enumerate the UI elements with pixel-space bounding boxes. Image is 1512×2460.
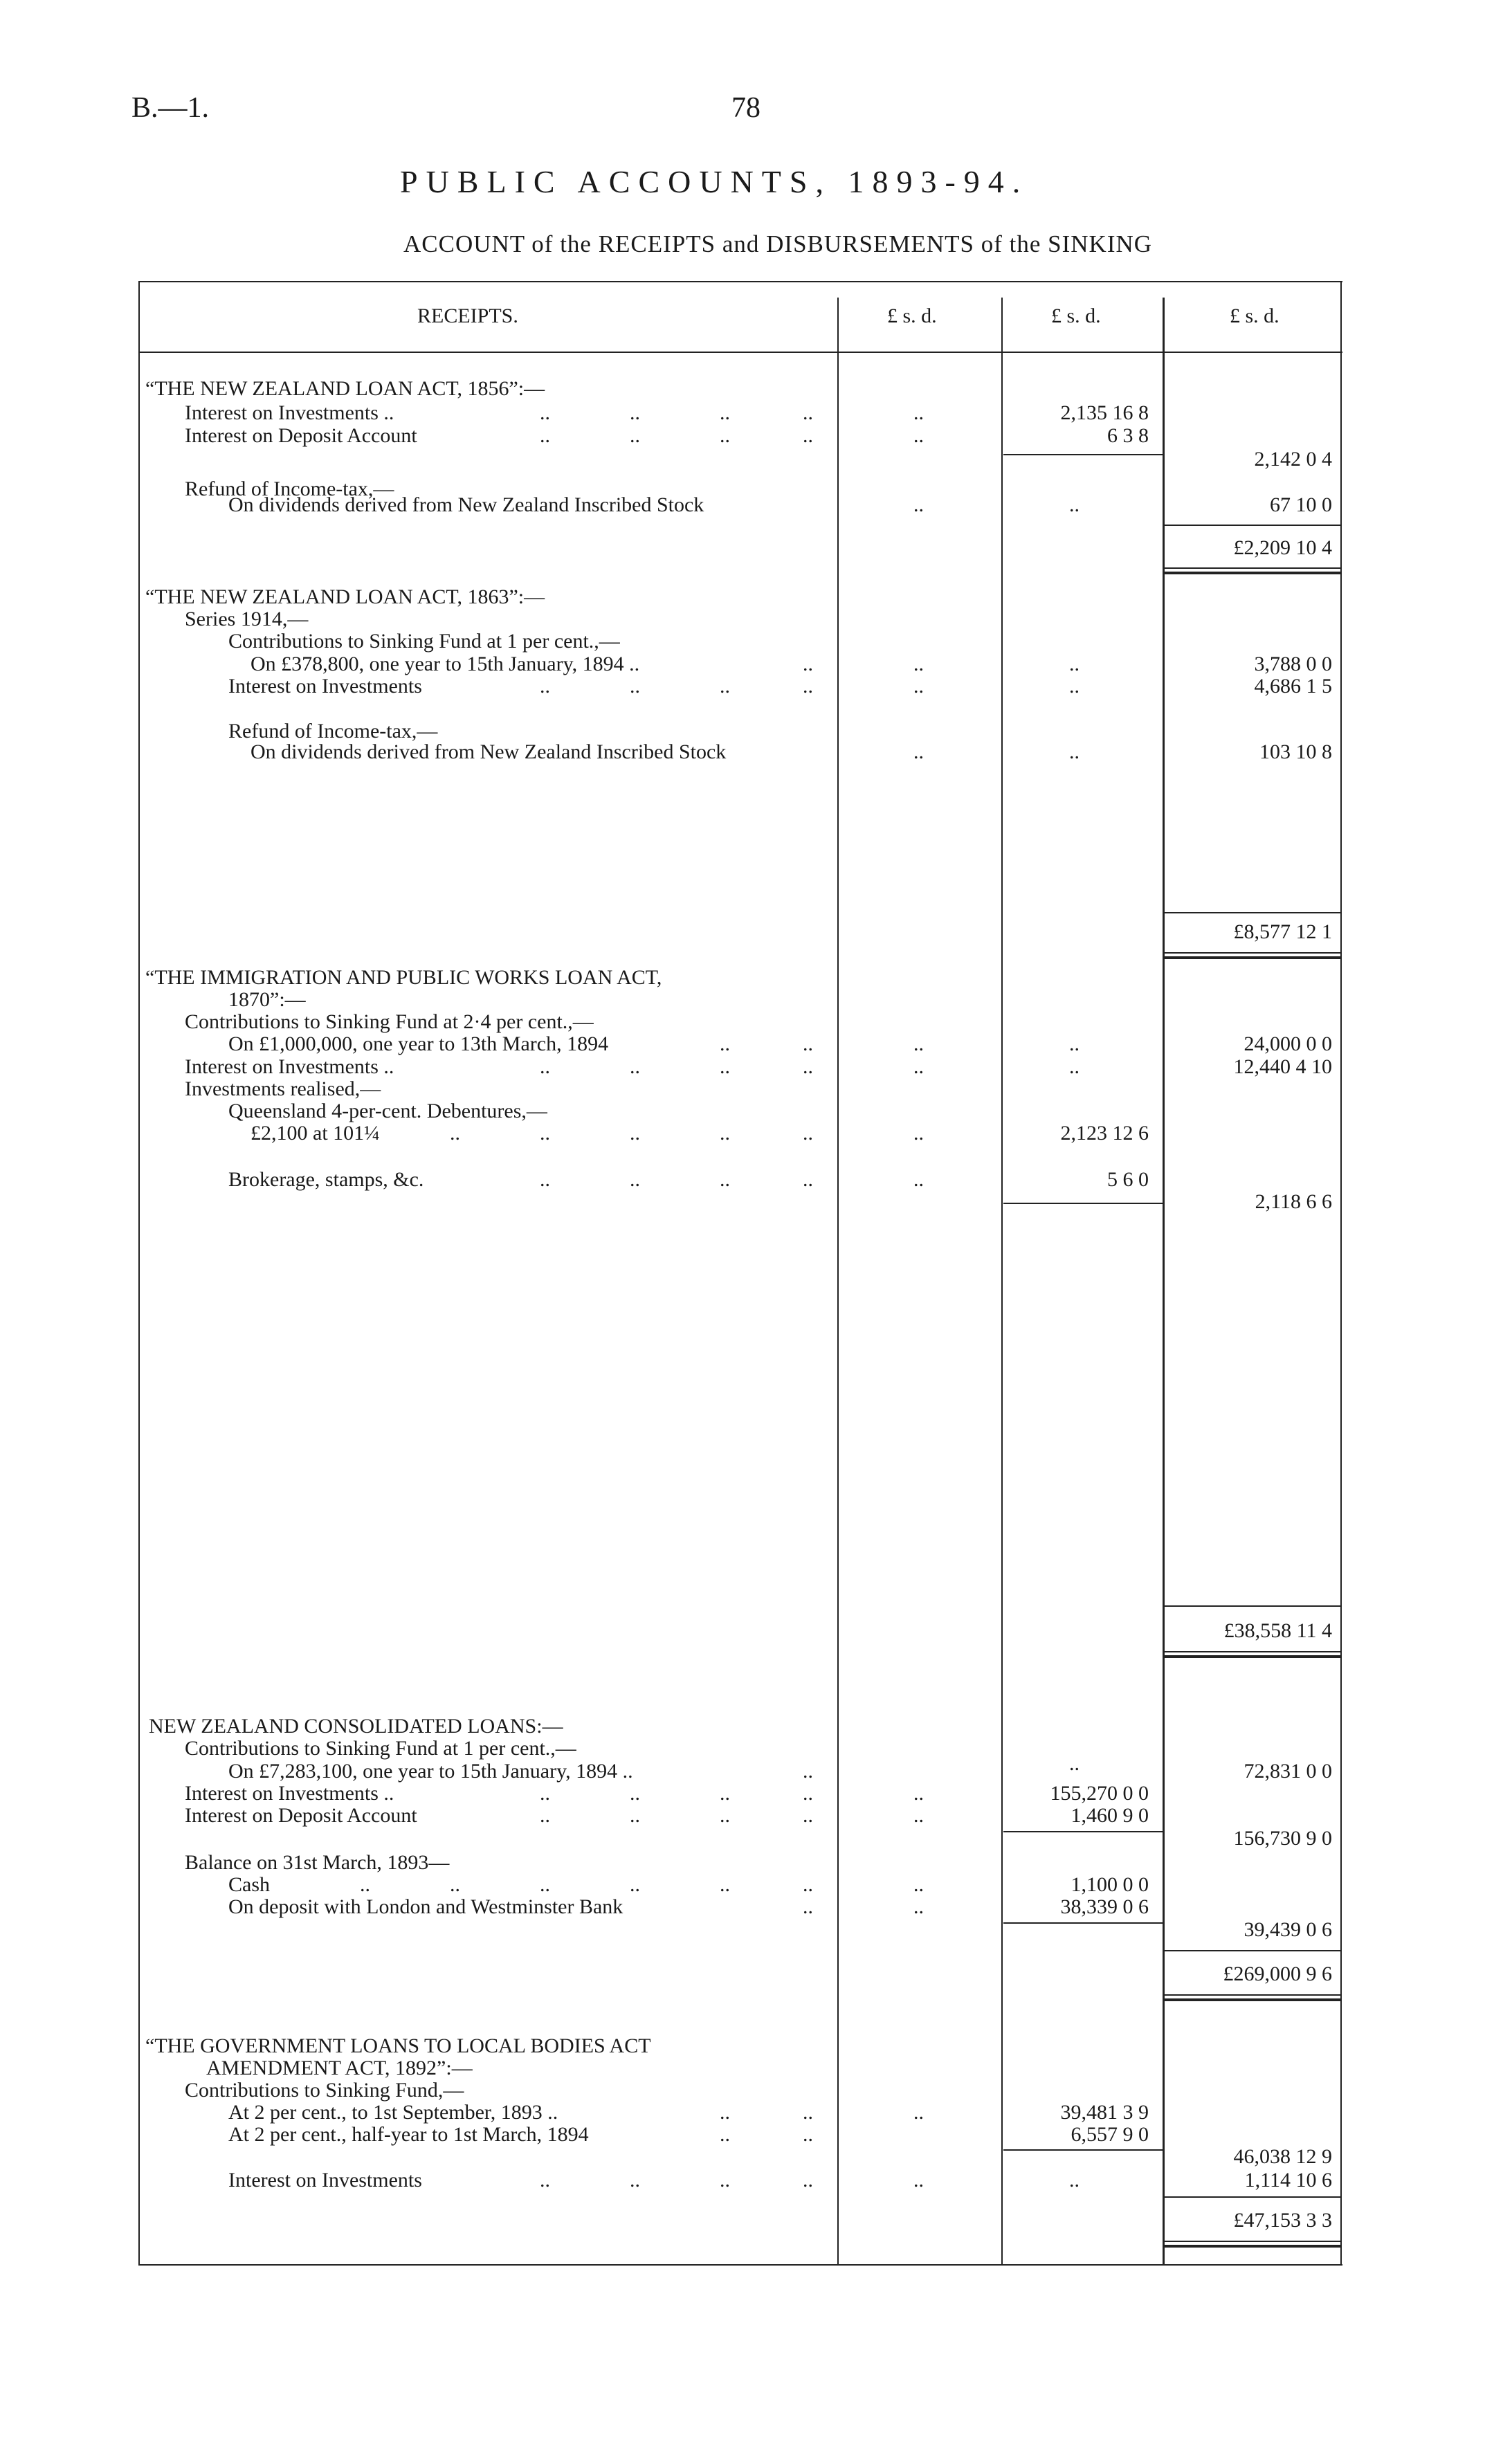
row-label: Contributions to Sinking Fund at 2·4 per cent.,— xyxy=(185,1010,594,1033)
leader-dots: .. xyxy=(913,1055,924,1078)
leader-dots: .. xyxy=(720,1873,730,1896)
leader-dots: .. xyxy=(630,1168,640,1191)
row-label: At 2 per cent., half-year to 1st March, 1894 xyxy=(228,2123,589,2146)
row-label: On dividends derived from New Zealand Inscribed Stock xyxy=(251,740,727,763)
leader-dots: .. xyxy=(803,401,813,424)
leader-dots: .. xyxy=(803,1122,813,1145)
leader-dots: .. xyxy=(1069,1055,1080,1078)
row-label: Contributions to Sinking Fund at 1 per cent.,— xyxy=(185,1737,576,1760)
leader-dots: .. xyxy=(803,1168,813,1191)
section-heading: NEW ZEALAND CONSOLIDATED LOANS:— xyxy=(149,1715,563,1738)
leader-dots: .. xyxy=(913,1122,924,1145)
leader-dots: .. xyxy=(720,1032,730,1055)
leader-dots: .. xyxy=(540,1122,550,1145)
leader-dots: .. xyxy=(630,424,640,447)
row-label: £2,100 at 101¼ xyxy=(251,1122,380,1145)
leader-dots: .. xyxy=(913,1782,924,1805)
amount-cell: 5 6 0 xyxy=(1107,1168,1149,1191)
row-label: Interest on Investments .. xyxy=(185,1782,394,1805)
leader-dots: .. xyxy=(803,1760,813,1783)
leader-dots: .. xyxy=(450,1873,460,1896)
leader-dots: .. xyxy=(630,1055,640,1078)
section-total: £2,209 10 4 xyxy=(1233,536,1332,559)
table-bottom-rule xyxy=(138,2264,1342,2266)
total-rule xyxy=(1164,2196,1340,2198)
row-label: On dividends derived from New Zealand Inscribed Stock xyxy=(228,493,704,516)
amount-cell: 3,788 0 0 xyxy=(1254,653,1332,675)
leader-dots: .. xyxy=(450,1122,460,1145)
row-label: Interest on Investments xyxy=(228,2169,422,2192)
section-total: £47,153 3 3 xyxy=(1233,2209,1332,2232)
leader-dots: .. xyxy=(720,424,730,447)
row-label: Interest on Investments xyxy=(228,675,422,698)
leader-dots: .. xyxy=(803,424,813,447)
total-double-rule xyxy=(1164,567,1340,569)
leader-dots: .. xyxy=(630,1782,640,1805)
row-label: On £1,000,000, one year to 13th March, 1894 xyxy=(228,1032,609,1055)
row-label: Brokerage, stamps, &c. xyxy=(228,1168,424,1191)
page-title: PUBLIC ACCOUNTS, 1893-94. xyxy=(400,164,1029,199)
leader-dots: .. xyxy=(913,1873,924,1896)
leader-dots: .. xyxy=(540,1168,550,1191)
leader-dots: .. xyxy=(803,1032,813,1055)
subtotal-rule xyxy=(1003,1831,1163,1832)
leader-dots: .. xyxy=(913,493,924,516)
leader-dots: .. xyxy=(540,1782,550,1805)
row-label: Contributions to Sinking Fund at 1 per cent.,— xyxy=(228,630,620,653)
subtotal-rule xyxy=(1003,1203,1163,1204)
column-divider-2 xyxy=(1001,298,1003,2264)
leader-dots: .. xyxy=(720,2101,730,2124)
leader-dots: .. xyxy=(720,1122,730,1145)
row-label: Interest on Investments .. xyxy=(185,1055,394,1078)
row-label: Contributions to Sinking Fund,— xyxy=(185,2079,464,2102)
leader-dots: .. xyxy=(720,1168,730,1191)
leader-dots: .. xyxy=(1069,1032,1080,1055)
subtotal-rule xyxy=(1003,2149,1163,2151)
leader-dots: .. xyxy=(720,675,730,698)
amount-cell: 38,339 0 6 xyxy=(1060,1895,1149,1918)
amount-cell: 103 10 8 xyxy=(1259,740,1332,763)
amount-cell: 1,460 9 0 xyxy=(1071,1804,1149,1827)
amount-cell: 2,123 12 6 xyxy=(1060,1122,1149,1145)
page-subtitle: ACCOUNT of the RECEIPTS and DISBURSEMENTS of the SINKING xyxy=(403,230,1153,257)
page-number: 78 xyxy=(731,92,760,124)
row-label: At 2 per cent., to 1st September, 1893 .. xyxy=(228,2101,558,2124)
leader-dots: .. xyxy=(630,401,640,424)
leader-dots: .. xyxy=(913,1168,924,1191)
amount-cell: 39,481 3 9 xyxy=(1060,2101,1149,2124)
document-reference: B.—1. xyxy=(131,92,210,124)
amount-cell: 72,831 0 0 xyxy=(1244,1760,1332,1783)
amount-cell: 2,135 16 8 xyxy=(1060,401,1149,424)
row-label: Investments realised,— xyxy=(185,1077,381,1100)
amount-cell: 67 10 0 xyxy=(1270,493,1332,516)
leader-dots: .. xyxy=(803,2169,813,2192)
leader-dots: .. xyxy=(913,2169,924,2192)
amount-cell: 12,440 4 10 xyxy=(1233,1055,1332,1078)
amount-column-3-header: £ s. d. xyxy=(1230,304,1279,327)
total-double-rule xyxy=(1164,2245,1340,2248)
subtotal-cell: 156,730 9 0 xyxy=(1233,1827,1332,1850)
leader-dots: .. xyxy=(913,1895,924,1918)
amount-cell: 6,557 9 0 xyxy=(1071,2123,1149,2146)
leader-dots: .. xyxy=(540,424,550,447)
total-rule xyxy=(1164,912,1340,913)
leader-dots: .. xyxy=(540,1055,550,1078)
total-double-rule xyxy=(1164,956,1340,959)
leader-dots: .. xyxy=(1069,740,1080,763)
leader-dots: .. xyxy=(540,1804,550,1827)
leader-dots: .. xyxy=(913,401,924,424)
leader-dots: .. xyxy=(630,1122,640,1145)
table-left-rule xyxy=(138,281,140,2266)
row-label: On £378,800, one year to 15th January, 1894 .. xyxy=(251,653,640,675)
row-label: Queensland 4-per-cent. Debentures,— xyxy=(228,1100,547,1122)
leader-dots: .. xyxy=(803,1804,813,1827)
row-label: Interest on Deposit Account xyxy=(185,1804,417,1827)
section-heading: AMENDMENT ACT, 1892”:— xyxy=(206,2057,473,2079)
leader-dots: .. xyxy=(720,1804,730,1827)
leader-dots: .. xyxy=(803,2101,813,2124)
row-label: On £7,283,100, one year to 15th January, 1894 .. xyxy=(228,1760,633,1783)
total-double-rule xyxy=(1164,572,1340,574)
leader-dots: .. xyxy=(1069,493,1080,516)
total-rule xyxy=(1164,1605,1340,1607)
row-label: On deposit with London and Westminster Bank xyxy=(228,1895,623,1918)
leader-dots: .. xyxy=(1069,675,1080,698)
subtotal-cell: 2,118 6 6 xyxy=(1255,1190,1332,1213)
leader-dots: .. xyxy=(913,675,924,698)
leader-dots: .. xyxy=(630,1873,640,1896)
leader-dots: .. xyxy=(1069,653,1080,675)
row-label: Balance on 31st March, 1893— xyxy=(185,1851,450,1874)
leader-dots: .. xyxy=(720,1055,730,1078)
leader-dots: .. xyxy=(803,1873,813,1896)
leader-dots: .. xyxy=(803,1782,813,1805)
amount-column-2-header: £ s. d. xyxy=(1051,304,1101,327)
leader-dots: .. xyxy=(630,1804,640,1827)
total-double-rule xyxy=(1164,1998,1340,2001)
amount-cell: 155,270 0 0 xyxy=(1050,1782,1149,1805)
section-total: £8,577 12 1 xyxy=(1233,920,1332,943)
leader-dots: .. xyxy=(1069,2169,1080,2192)
total-double-rule xyxy=(1164,1651,1340,1652)
subtotal-rule xyxy=(1003,1922,1163,1924)
leader-dots: .. xyxy=(540,401,550,424)
leader-dots: .. xyxy=(360,1873,370,1896)
amount-cell: 1,114 10 6 xyxy=(1244,2169,1332,2192)
table-right-rule xyxy=(1340,281,1342,2266)
leader-dots: .. xyxy=(913,740,924,763)
leader-dots: .. xyxy=(720,2123,730,2146)
row-label: Interest on Investments .. xyxy=(185,401,394,424)
subtotal-cell: 2,142 0 4 xyxy=(1254,448,1332,471)
column-divider-3 xyxy=(1163,298,1165,2264)
leader-dots: .. xyxy=(803,2123,813,2146)
total-double-rule xyxy=(1164,1994,1340,1996)
subtotal-cell: 39,439 0 6 xyxy=(1244,1918,1332,1941)
leader-dots: .. xyxy=(630,2169,640,2192)
total-double-rule xyxy=(1164,952,1340,954)
receipts-column-header: RECEIPTS. xyxy=(417,304,518,327)
leader-dots: .. xyxy=(540,675,550,698)
section-total: £269,000 9 6 xyxy=(1223,1962,1332,1985)
column-divider-1 xyxy=(837,298,839,2264)
row-label: Series 1914,— xyxy=(185,608,309,630)
header-bottom-rule xyxy=(138,352,1342,353)
section-heading: 1870”:— xyxy=(228,988,306,1011)
section-heading: “THE GOVERNMENT LOANS TO LOCAL BODIES ACT xyxy=(145,2034,651,2057)
leader-dots: .. xyxy=(913,2101,924,2124)
total-rule xyxy=(1164,1950,1340,1951)
section-heading: “THE NEW ZEALAND LOAN ACT, 1856”:— xyxy=(145,377,545,400)
amount-cell: 4,686 1 5 xyxy=(1254,675,1332,698)
amount-column-1-header: £ s. d. xyxy=(887,304,937,327)
total-double-rule xyxy=(1164,1655,1340,1658)
total-rule xyxy=(1164,525,1340,526)
subtotal-cell: 46,038 12 9 xyxy=(1233,2145,1332,2168)
leader-dots: .. xyxy=(803,675,813,698)
leader-dots: .. xyxy=(803,1055,813,1078)
leader-dots: .. xyxy=(720,1782,730,1805)
row-label: Interest on Deposit Account xyxy=(185,424,417,447)
leader-dots: .. xyxy=(1069,1752,1080,1775)
leader-dots: .. xyxy=(913,653,924,675)
subtotal-rule xyxy=(1003,454,1163,455)
amount-cell: 24,000 0 0 xyxy=(1244,1032,1332,1055)
section-heading: “THE IMMIGRATION AND PUBLIC WORKS LOAN ACT, xyxy=(145,966,662,989)
row-label: Refund of Income-tax,— xyxy=(185,477,394,500)
amount-cell: 1,100 0 0 xyxy=(1071,1873,1149,1896)
total-double-rule xyxy=(1164,2241,1340,2242)
amount-cell: 6 3 8 xyxy=(1107,424,1149,447)
section-total: £38,558 11 4 xyxy=(1223,1619,1332,1642)
leader-dots: .. xyxy=(803,653,813,675)
leader-dots: .. xyxy=(540,2169,550,2192)
leader-dots: .. xyxy=(720,2169,730,2192)
leader-dots: .. xyxy=(803,1895,813,1918)
leader-dots: .. xyxy=(913,1804,924,1827)
row-label: Refund of Income-tax,— xyxy=(228,720,438,742)
leader-dots: .. xyxy=(720,401,730,424)
table-top-rule xyxy=(138,281,1342,282)
section-heading: “THE NEW ZEALAND LOAN ACT, 1863”:— xyxy=(145,585,545,608)
leader-dots: .. xyxy=(630,675,640,698)
leader-dots: .. xyxy=(913,1032,924,1055)
row-label: Cash xyxy=(228,1873,270,1896)
leader-dots: .. xyxy=(913,424,924,447)
leader-dots: .. xyxy=(540,1873,550,1896)
